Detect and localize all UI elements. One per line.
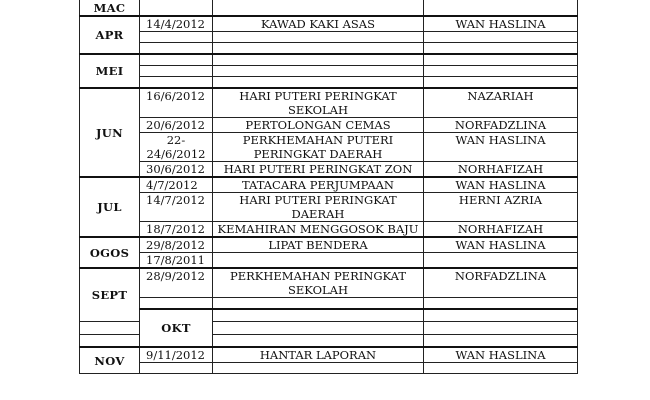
month-cell: MEI [80,54,140,88]
activity-cell: HARI PUTERI PERINGKAT SEKOLAH [213,88,424,118]
activity-cell: PERTOLONGAN CEMAS [213,118,424,133]
table-row [80,16,578,32]
table-row [80,268,578,298]
table-row [80,54,578,66]
date-cell: 18/7/2012 [140,222,213,238]
table-row [80,298,578,310]
pic-cell: WAN HASLINA [424,16,578,32]
month-cell: JUL [80,177,140,237]
activity-schedule-table [79,0,578,374]
activity-cell: PERKHEMAHAN PUTERI PERINGKAT DAERAH [213,133,424,162]
table-row [80,0,578,16]
table-row [80,66,578,77]
table-row [80,193,578,222]
date-cell: 30/6/2012 [140,162,213,178]
activity-cell [213,0,424,16]
pic-cell [424,0,578,16]
month-cell: SEPT [80,268,140,322]
table-row [80,222,578,238]
date-cell [140,0,213,16]
activity-cell: HARI PUTERI PERINGKAT ZON [213,162,424,178]
table-row [80,133,578,162]
table-row [80,88,578,118]
date-cell: 22-24/6/2012 [140,133,213,162]
pic-cell: NORHAFIZAH [424,162,578,178]
pic-cell: WAN HASLINA [424,133,578,162]
activity-cell: KAWAD KAKI ASAS [213,16,424,32]
table-row [80,43,578,55]
month-cell: NOV [80,347,140,374]
date-cell: 20/6/2012 [140,118,213,133]
month-cell: OGOS [80,237,140,268]
table-row [80,77,578,89]
month-cell: OKT [140,309,213,347]
date-cell: 14/7/2012 [140,193,213,222]
pic-cell [424,253,578,269]
pic-cell: NAZARIAH [424,88,578,118]
table-row [80,253,578,269]
pic-cell: WAN HASLINA [424,347,578,363]
activity-cell: PERKHEMAHAN PERINGKAT SEKOLAH [213,268,424,298]
pic-cell: HERNI AZRIA [424,193,578,222]
table-row [80,162,578,178]
activity-cell: TATACARA PERJUMPAAN [213,177,424,193]
date-cell: 17/8/2011 [140,253,213,269]
date-cell: 9/11/2012 [140,347,213,363]
table-row [80,347,578,363]
month-cell: MAC [80,0,140,16]
month-cell: JUN [80,88,140,177]
date-cell: 16/6/2012 [140,88,213,118]
table-row [80,363,578,374]
activity-cell [213,253,424,269]
table-row [80,237,578,253]
pic-cell: NORHAFIZAH [424,222,578,238]
pic-cell: WAN HASLINA [424,237,578,253]
date-cell: 29/8/2012 [140,237,213,253]
pic-cell: WAN HASLINA [424,177,578,193]
pic-cell: NORFADZLINA [424,118,578,133]
date-cell: 28/9/2012 [140,268,213,298]
month-cell: APR [80,16,140,54]
table-row [80,309,578,322]
pic-cell: NORFADZLINA [424,268,578,298]
date-cell: 4/7/2012 [140,177,213,193]
activity-cell: KEMAHIRAN MENGGOSOK BAJU [213,222,424,238]
date-cell: 14/4/2012 [140,16,213,32]
activity-cell: HANTAR LAPORAN [213,347,424,363]
table-row [80,177,578,193]
table-row [80,118,578,133]
table-row [80,32,578,43]
activity-cell: LIPAT BENDERA [213,237,424,253]
activity-cell: HARI PUTERI PERINGKAT DAERAH [213,193,424,222]
